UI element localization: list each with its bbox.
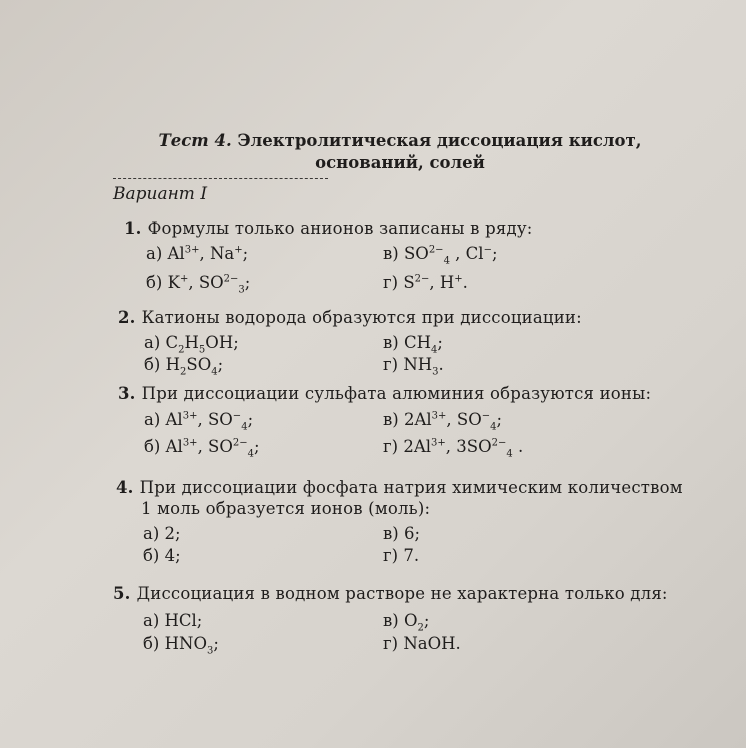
option-2g: г) $NH_3$.	[383, 355, 444, 378]
question-text: Катионы водорода образуются при диссоциации:	[141, 308, 582, 327]
question-text: Формулы только анионов записаны в ряду:	[147, 219, 533, 238]
variant-label: Вариант I	[113, 184, 208, 204]
option-2b: б) $H_2SO_4$;	[144, 355, 224, 378]
option-3b: б) $Al^{3+}$, $SO^{2-}_4$;	[144, 437, 260, 460]
question-5	[113, 584, 668, 603]
option-3a: а) $Al^{3+}$, $SO^-_4$;	[144, 410, 254, 433]
option-5v: в) $O_2$;	[383, 611, 430, 634]
option-1v: в) $SO^{2-}_4$ , Cl−;	[383, 244, 498, 267]
question-3	[118, 384, 651, 403]
option-4g: г) 7.	[383, 546, 420, 565]
question-number: 3.	[118, 384, 136, 403]
question-4	[116, 478, 683, 497]
option-4v: в) 6;	[383, 524, 421, 543]
question-number: 4.	[116, 478, 134, 497]
question-number: 1.	[124, 219, 142, 238]
option-1a: а) $Al^{3+}$, Na+;	[146, 244, 249, 263]
option-3g: г) $2Al^{3+}$, $3SO^{2-}_4$ .	[383, 437, 524, 460]
option-2v: в) $CH_4$;	[383, 333, 443, 356]
option-4b: б) 4;	[143, 546, 181, 565]
question-text: При диссоциации сульфата алюминия образуются ионы:	[141, 384, 652, 403]
option-5b: б) $HNO_3$;	[143, 634, 219, 657]
question-4-continuation: 1 моль образуется ионов (моль):	[141, 499, 431, 518]
option-3v: в) $2Al^{3+}$, $SO^-_4$;	[383, 410, 503, 433]
question-number: 2.	[118, 308, 136, 327]
title-lead: Тест 4.	[158, 131, 232, 150]
question-text: Диссоциация в водном растворе не характерна только для:	[136, 584, 668, 603]
option-5g: г) NaOH.	[383, 634, 461, 653]
option-1b: б) K+, $SO^{2-}_3$;	[146, 273, 251, 296]
title-line2: оснований, солей	[315, 153, 485, 172]
question-text: При диссоциации фосфата натрия химическим количеством	[139, 478, 683, 497]
question-2	[118, 308, 582, 327]
option-4a: а) 2;	[143, 524, 181, 543]
question-1	[124, 219, 533, 238]
question-number: 5.	[113, 584, 131, 603]
option-5a: а) HCl;	[143, 611, 203, 630]
title-divider	[113, 178, 328, 179]
test-title	[120, 130, 680, 174]
option-2a: а) $C_2H_5OH$;	[144, 333, 239, 356]
title-line1: Электролитическая диссоциация кислот,	[237, 131, 642, 150]
option-1g: г) $S^{2-}$, H+.	[383, 273, 468, 292]
